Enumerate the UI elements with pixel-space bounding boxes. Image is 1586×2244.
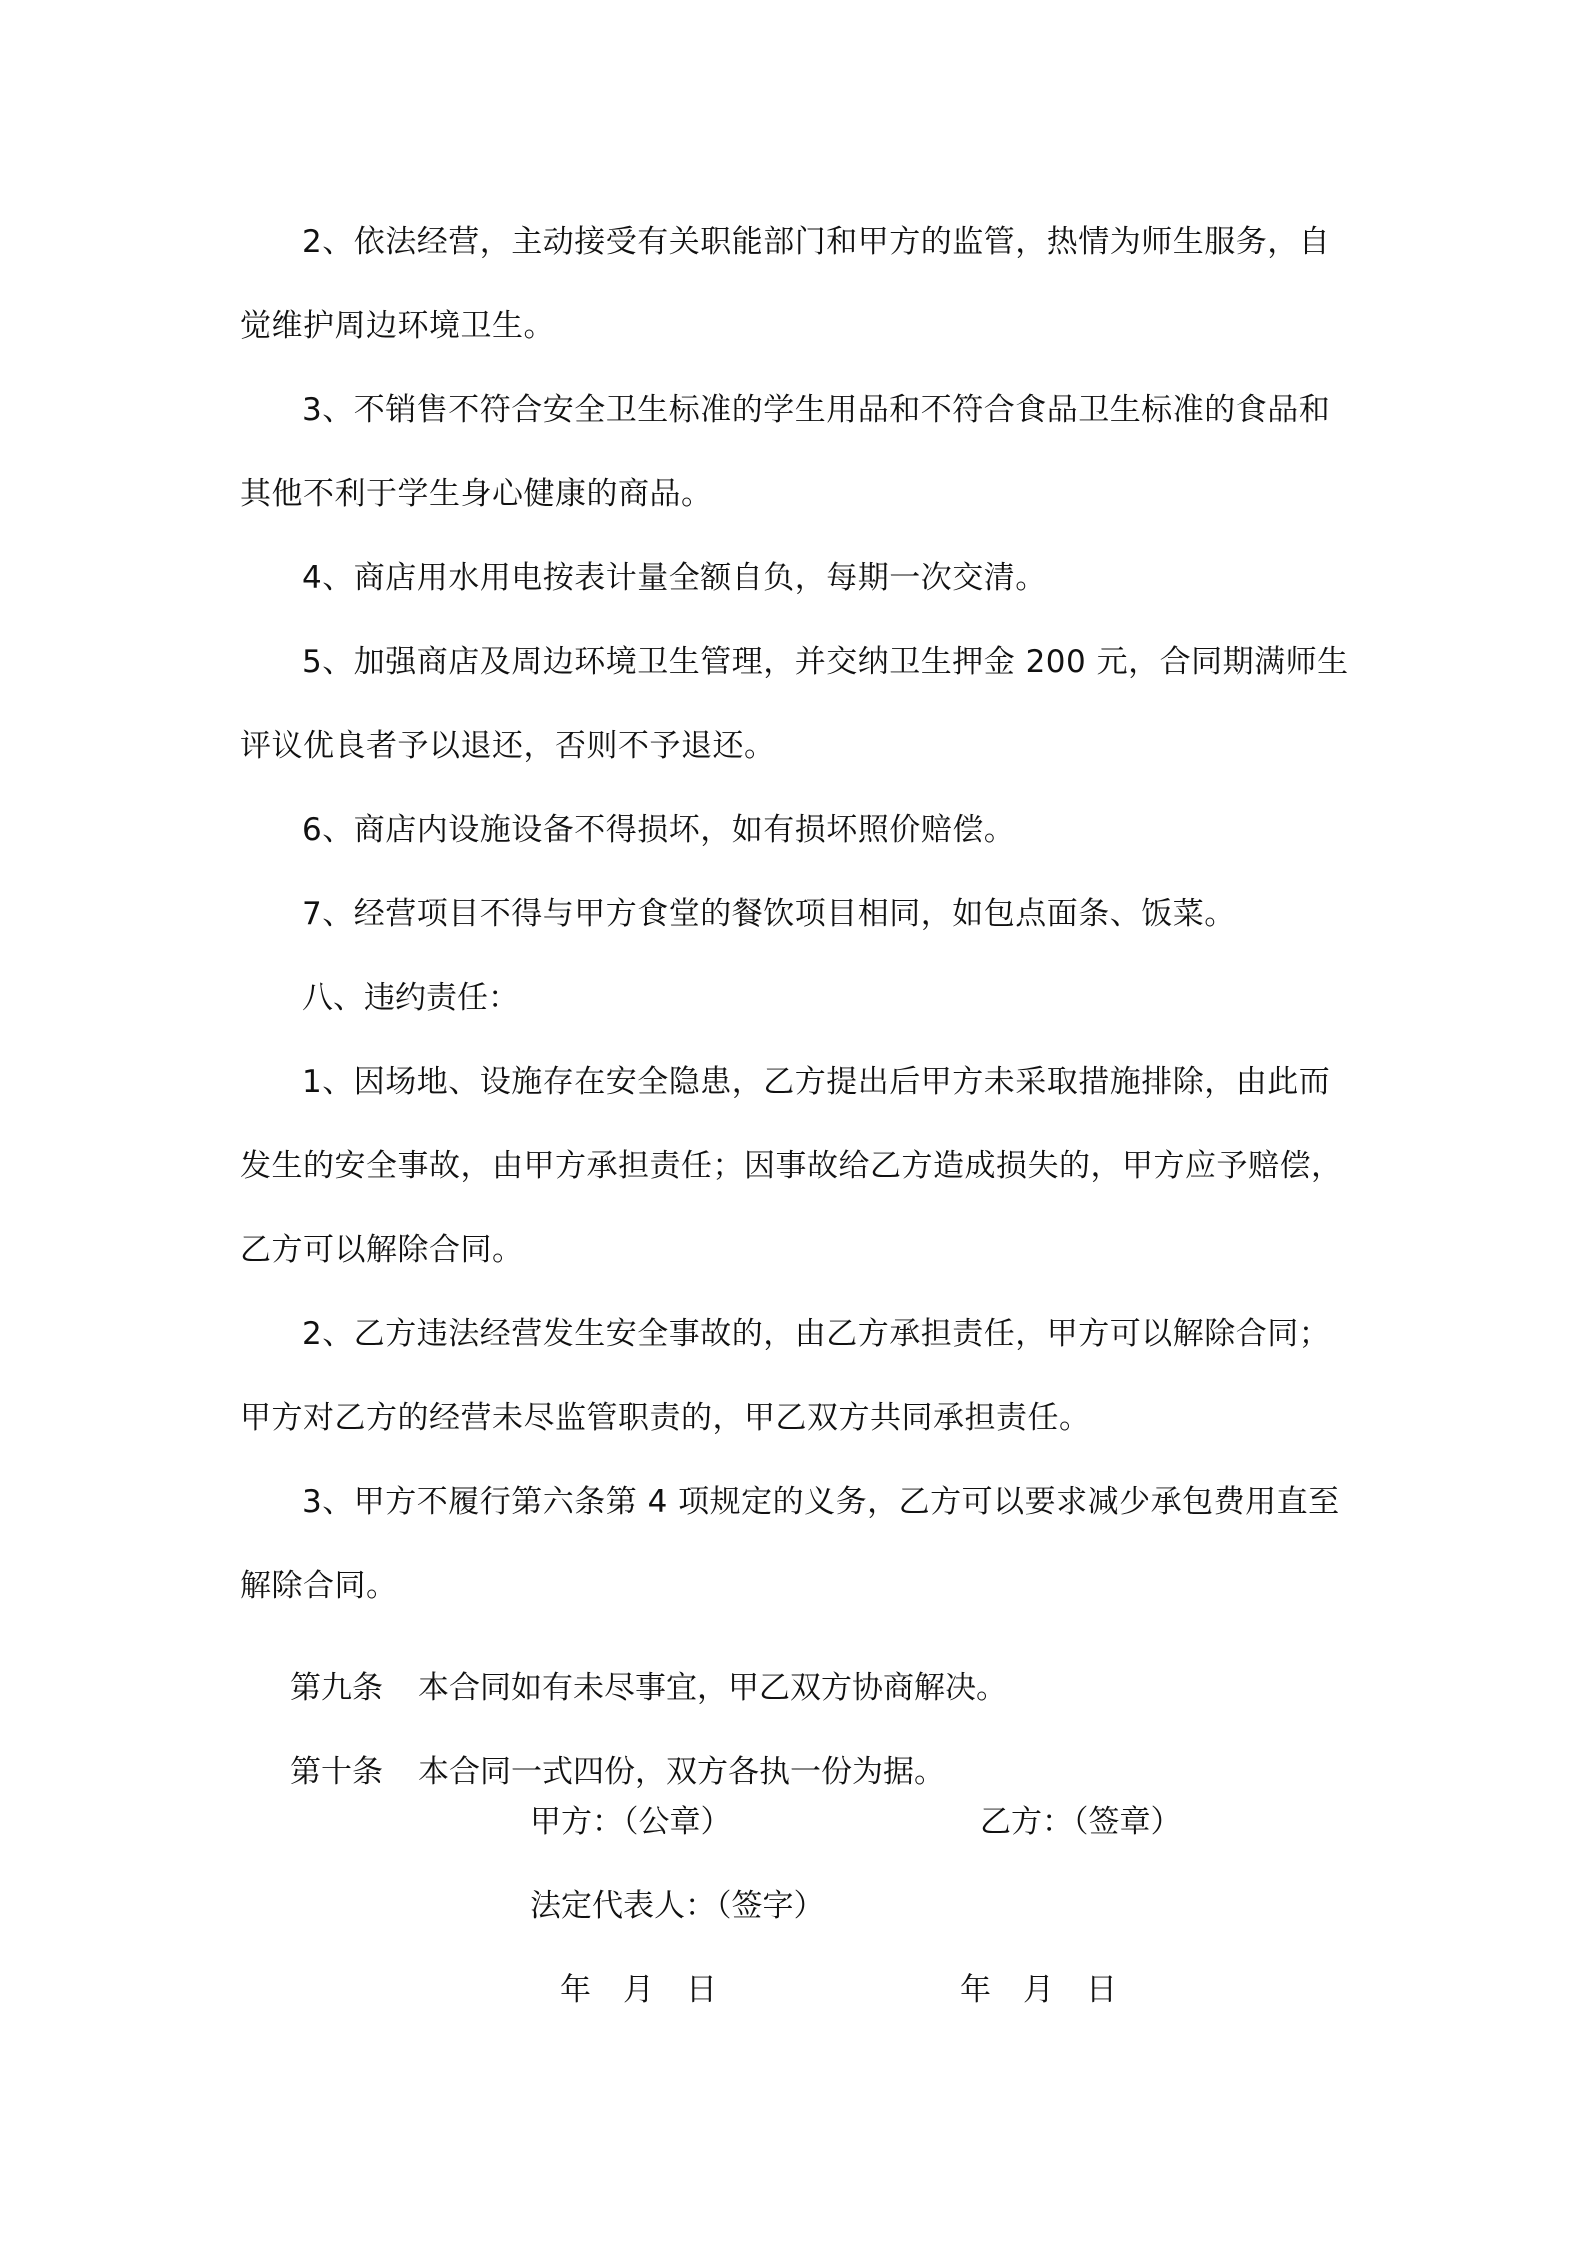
party-b-seal: 乙方：（签章）: [980, 1804, 1182, 1840]
breach-item-2: 2、乙方违法经营发生安全事故的，由乙方承担责任，甲方可以解除合同；甲方对乙方的经营未尽监管职责的，甲乙双方共同承担责任。: [240, 1316, 1331, 1436]
date-day: 日: [1086, 1972, 1117, 2008]
article-nine: [240, 1646, 1355, 1730]
breach-item-3: 3、甲方不履行第六条第 4 项规定的义务，乙方可以要求减少承包费用直至解除合同。: [240, 1484, 1340, 1604]
signature-block: [240, 1796, 1355, 2056]
party-b-date: [960, 1964, 1149, 2009]
clause-6: 6、商店内设施设备不得损坏，如有损坏照价赔偿。: [302, 812, 1016, 848]
article-nine-number: 第九条: [290, 1670, 383, 1706]
date-year: 年: [960, 1972, 991, 2008]
date-year: 年: [560, 1972, 591, 2008]
clause-5: 5、加强商店及周边环境卫生管理，并交纳卫生押金 200 元，合同期满师生评议优良者予以退还，否则不予退还。: [240, 644, 1349, 764]
clause-2: 2、依法经营，主动接受有关职能部门和甲方的监管，热情为师生服务，自觉维护周边环境卫生。: [240, 224, 1331, 344]
article-nine-text: 本合同如有未尽事宜，甲乙双方协商解决。: [418, 1670, 1007, 1706]
breach-item-1: 1、因场地、设施存在安全隐患，乙方提出后甲方未采取措施排除，由此而发生的安全事故，由甲方承担责任；因事故给乙方造成损失的，甲方应予赔偿，乙方可以解除合同。: [240, 1064, 1343, 1268]
article-ten-text: 本合同一式四份，双方各执一份为据。: [418, 1754, 945, 1790]
party-a-date: [560, 1964, 749, 2009]
article-ten-number: 第十条: [290, 1754, 383, 1790]
date-month: 月: [1023, 1972, 1054, 2008]
clause-3: 3、不销售不符合安全卫生标准的学生用品和不符合食品卫生标准的食品和其他不利于学生身心健康的商品。: [240, 392, 1331, 512]
date-month: 月: [623, 1972, 654, 2008]
legal-representative: 法定代表人：（签字）: [530, 1888, 825, 1924]
date-day: 日: [686, 1972, 717, 2008]
section-eight-heading: 八、违约责任：: [302, 980, 519, 1016]
contract-body: [240, 200, 1355, 1814]
clause-4: 4、商店用水用电按表计量全额自负，每期一次交清。: [302, 560, 1047, 596]
party-a-seal: 甲方：（公章）: [530, 1804, 732, 1840]
clause-7: 7、经营项目不得与甲方食堂的餐饮项目相同，如包点面条、饭菜。: [302, 896, 1236, 932]
